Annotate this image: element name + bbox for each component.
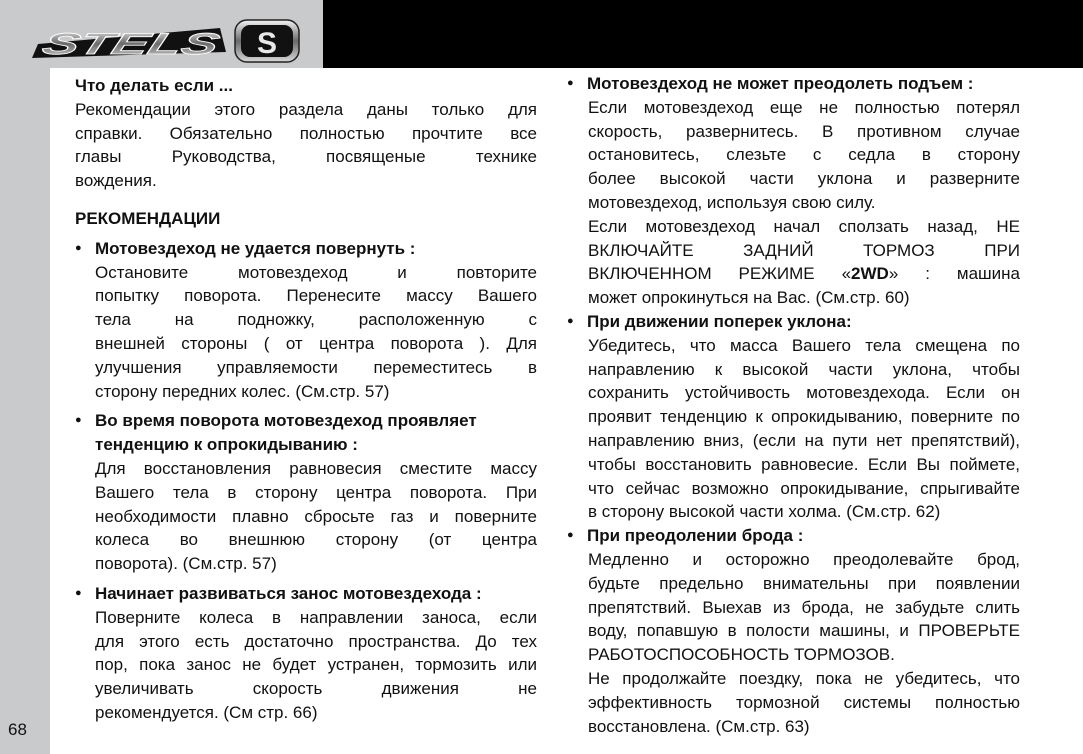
body-line: Убедитесь, что масса Вашего тела смещена по (588, 335, 1020, 355)
body-line: остановитесь, слезьте с седла в сторону (588, 145, 1020, 165)
body-line: пор, пока занос не будет устранен, тормозить или (95, 655, 537, 675)
mode-2wd: 2WD (851, 264, 889, 284)
left-column (75, 74, 537, 725)
body-line: улучшения управляемости переместитесь в (95, 357, 537, 377)
bullet-heading-cont: тенденцию к опрокидыванию : (95, 435, 358, 455)
bullet-heading: ● При преодолении брода : (567, 524, 1020, 548)
bullet-heading: ● Начинает развиваться занос мотовездехода : (75, 582, 537, 606)
body-line: препятствий. Выехав из брода, не забудьте слить (588, 597, 1020, 617)
body-line: проявит тенденцию к опрокидыванию, поверните по (588, 407, 1020, 427)
body-line: поворота). (См.стр. 57) (95, 554, 277, 574)
recommendations-heading: РЕКОМЕНДАЦИИ (75, 208, 221, 228)
bullet-heading: ● Во время поворота мотовездеход проявляет (75, 409, 537, 433)
page-side-margin (0, 68, 50, 754)
body-line: чтобы восстановить равновесие. Если Вы поймете, (588, 454, 1020, 474)
body-line: воду, попавшую в полости машины, и ПРОВЕРЬТЕ (588, 621, 1020, 641)
body-line: необходимости плавно сбросьте газ и поверните (95, 506, 537, 526)
body-line: Если мотовездеход начал сползать назад, НЕ (588, 216, 1020, 236)
intro-line: вождения. (75, 171, 157, 191)
bullet-rollover-tendency (75, 409, 537, 576)
intro-paragraph (75, 98, 537, 193)
bullet-skid (75, 582, 537, 725)
body-line: Для восстановления равновесия сместите массу (95, 458, 537, 478)
intro-line: главы Руководства, посвященые технике (75, 147, 537, 167)
body-line: колеса во внешнюю сторону (от центра (95, 530, 537, 550)
body-line: направлению к высокой части уклона, чтобы (588, 359, 1020, 379)
bullet-heading: ● Мотовездеход не удается повернуть : (75, 237, 537, 261)
body-line: эффективность тормозной системы полностью (588, 692, 1020, 712)
body-line-2wd (588, 262, 1020, 286)
body-line: Поверните колеса в направлении заноса, если (95, 607, 537, 627)
section-title: Что делать если ... (75, 76, 233, 95)
body-line: ВКЛЮЧАЙТЕ ЗАДНИЙ ТОРМОЗ ПРИ (588, 240, 1020, 260)
body-line: внешней стороны ( от центра поворота ). Для (95, 333, 537, 353)
body-line: скорость, развернитесь. В противном случае (588, 121, 1020, 141)
body-line: что сейчас возможно опрокидывание, спрыгивайте (588, 478, 1020, 498)
body-line: Остановите мотовездеход и повторите (95, 262, 537, 282)
body-line: сторону передних колес. (См.стр. 57) (95, 381, 390, 401)
body-line: для этого есть достаточно пространства. До тех (95, 631, 537, 651)
bullet-turn-fails (75, 237, 537, 404)
body-line: увеличивать скорость движения не (95, 679, 537, 699)
page-number: 68 (8, 720, 27, 739)
stels-logo (30, 18, 305, 69)
header-black-bar (323, 0, 1083, 68)
bullet-heading: ● При движении поперек уклона: (567, 310, 1020, 334)
body-line: будьте предельно внимательны при появлении (588, 573, 1020, 593)
bullet-across-slope (585, 310, 1020, 524)
body-line: восстановлена. (См.стр. 63) (588, 716, 810, 736)
svg-text:S: S (256, 27, 278, 60)
bullet-uphill (585, 72, 1020, 310)
bullet-ford-crossing (585, 524, 1020, 738)
svg-text:STELS: STELS (38, 26, 146, 61)
body-line: более высокой части уклона и разверните (588, 169, 1020, 189)
body-line: Вашего тела в сторону центра поворота. При (95, 482, 537, 502)
body-line: направлению вниз, (если на пути нет препятствий), (588, 430, 1020, 450)
body-line: Не продолжайте поездку, пока не убедитесь, что (588, 668, 1020, 688)
body-line: сохранить устойчивость мотовездехода. Если он (588, 383, 1020, 403)
intro-line: справки. Обязательно полностью прочтите все (75, 123, 537, 143)
right-column (585, 72, 1020, 738)
body-line: Если мотовездеход еще не полностью потерял (588, 97, 1020, 117)
body-line: рекомендуется. (См стр. 66) (95, 702, 318, 722)
mode-text-before: ВКЛЮЧЕННОМ РЕЖИМЕ « (588, 264, 852, 284)
body-line: тела на подножку, расположенную с (95, 310, 537, 330)
body-line: попытку поворота. Перенесите массу Вашего (95, 286, 537, 306)
body-line: мотовездеход, используя свою силу. (588, 192, 876, 212)
body-line: РАБОТОСПОСОБНОСТЬ ТОРМОЗОВ. (588, 645, 895, 665)
body-line: в сторону высокой части холма. (См.стр. 62) (588, 502, 941, 522)
bullet-heading: ● Мотовездеход не может преодолеть подъем : (567, 72, 1020, 96)
body-line: Медленно и осторожно преодолевайте брод, (588, 549, 1020, 569)
mode-text-after: » : машина (888, 264, 1021, 284)
body-line: может опрокинуться на Вас. (См.стр. 60) (588, 288, 910, 308)
stels-logo-graphic (30, 18, 305, 64)
intro-line: Рекомендации этого раздела даны только для (75, 99, 537, 119)
